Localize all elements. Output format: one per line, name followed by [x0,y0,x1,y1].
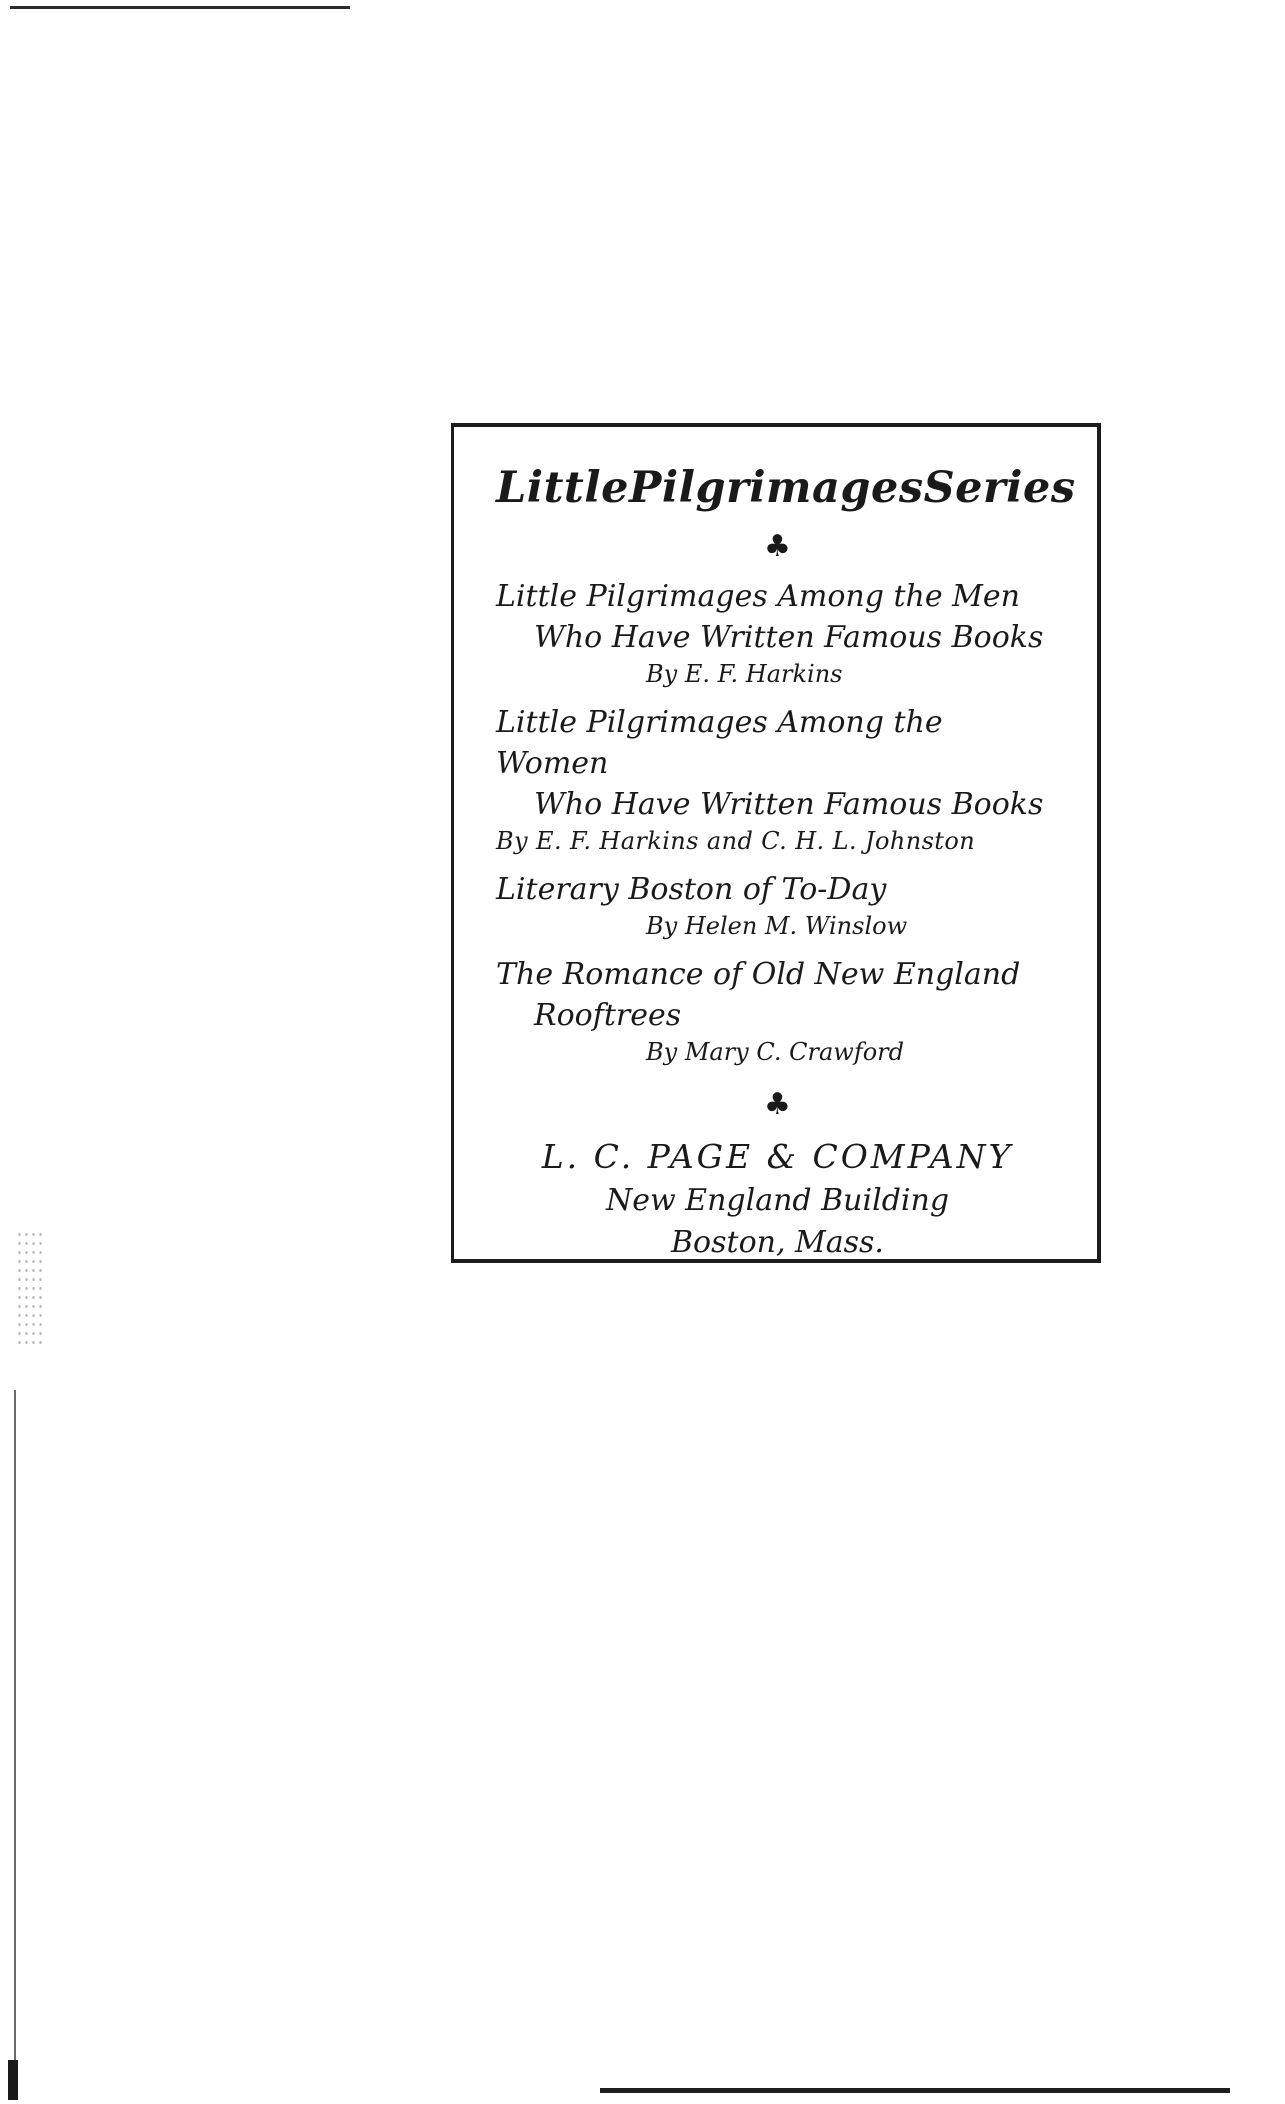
advertisement-content [496,463,1076,1264]
book-title-line: The Romance of Old New England [496,957,1021,992]
book-title-line: Who Have Written Famous Books [534,787,1044,822]
publisher-building: New England Building [605,1183,950,1218]
club-ornament-icon: ♣ [764,529,791,564]
book-entry [496,954,1059,1068]
book-entry [496,576,1059,690]
publisher-name: L. C. PAGE & COMPANY [541,1137,1014,1176]
series-title-word: Series [923,463,1076,513]
scan-top-rule [10,6,350,9]
series-title-word: Pilgrimages [629,463,924,513]
club-ornament-icon: ♣ [764,1087,791,1122]
scan-specks [16,1230,46,1350]
book-title-line: Little Pilgrimages Among the Women [496,705,943,781]
series-title [496,463,1076,513]
book-title [496,869,1059,910]
book-title [496,954,1059,1036]
book-title-line: Little Pilgrimages Among the Men [496,579,1020,614]
book-title-line: Who Have Written Famous Books [534,620,1044,655]
advertisement-frame [451,423,1101,1263]
scan-blot [8,2060,18,2100]
book-author: By Helen M. Winslow [646,912,908,940]
book-title [496,576,1059,658]
scan-left-edge [14,1390,16,2080]
book-author: By E. F. Harkins [646,660,843,688]
book-author: By E. F. Harkins and C. H. L. Johnston [496,827,976,855]
book-author: By Mary C. Crawford [646,1038,904,1066]
book-entry [496,869,1059,942]
book-title-line: Rooftrees [534,998,682,1033]
publisher-block [496,1134,1059,1264]
series-title-word: Little [496,463,629,513]
book-title-line: Literary Boston of To-Day [496,872,887,907]
publisher-city: Boston, Mass. [671,1225,884,1260]
scan-bottom-rule [600,2088,1230,2093]
book-title [496,702,1059,825]
book-entry [496,702,1059,857]
